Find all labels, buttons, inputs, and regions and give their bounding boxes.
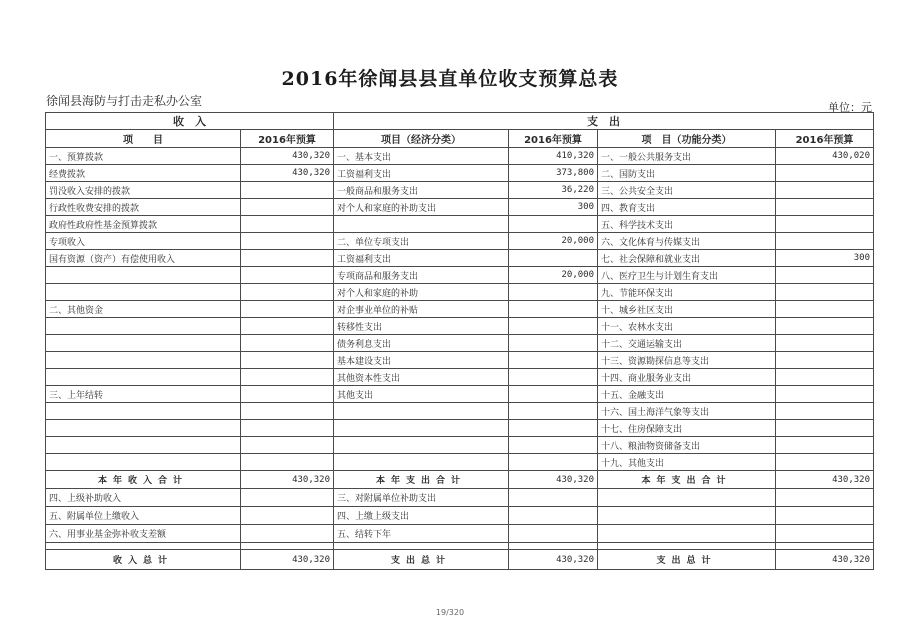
extra-row [46, 507, 874, 525]
table-row [46, 437, 874, 454]
table-row [46, 148, 874, 165]
functional-amount [776, 420, 874, 437]
income-amount: 430,320 [241, 165, 334, 182]
page-number: 19/320 [435, 608, 465, 617]
functional-amount [776, 318, 874, 335]
income-amount [241, 182, 334, 199]
func-grand-total-amount: 430,320 [776, 550, 874, 570]
functional-item: 五、科学技术支出 [598, 216, 776, 233]
extra-func-item [598, 525, 776, 543]
spacer-cell [598, 543, 776, 550]
table-row [46, 284, 874, 301]
income-amount: 430,320 [241, 148, 334, 165]
economic-amount [509, 369, 598, 386]
economic-amount: 410,320 [509, 148, 598, 165]
income-item [46, 335, 241, 352]
income-item: 一、预算拨款 [46, 148, 241, 165]
table-row [46, 403, 874, 420]
economic-item-header: 项目（经济分类） [334, 130, 509, 148]
spacer-cell [509, 543, 598, 550]
functional-amount: 430,020 [776, 148, 874, 165]
economic-item [334, 420, 509, 437]
income-item: 二、其他资金 [46, 301, 241, 318]
extra-income-item: 五、附属单位上缴收入 [46, 507, 241, 525]
income-item [46, 437, 241, 454]
economic-amount [509, 437, 598, 454]
section-header-row [46, 113, 874, 130]
income-amount [241, 403, 334, 420]
functional-amount [776, 369, 874, 386]
table-row [46, 420, 874, 437]
extra-exp-item: 三、对附属单位补助支出 [334, 489, 509, 507]
income-amount [241, 420, 334, 437]
income-grand-total-amount: 430,320 [241, 550, 334, 570]
economic-item: 基本建设支出 [334, 352, 509, 369]
income-grand-total-label: 收入总计 [46, 550, 241, 570]
extra-exp-amount [509, 489, 598, 507]
income-item: 三、上年结转 [46, 386, 241, 403]
table-row [46, 267, 874, 284]
economic-item: 对个人和家庭的补助 [334, 284, 509, 301]
economic-item: 一、基本支出 [334, 148, 509, 165]
exp-grand-total-label: 支出总计 [334, 550, 509, 570]
income-amount [241, 318, 334, 335]
functional-item: 十七、住房保障支出 [598, 420, 776, 437]
economic-item [334, 454, 509, 471]
spacer-cell [776, 543, 874, 550]
income-item: 专项收入 [46, 233, 241, 250]
income-amount [241, 386, 334, 403]
extra-func-item [598, 489, 776, 507]
economic-amount [509, 284, 598, 301]
budget-table [45, 112, 874, 570]
table-row [46, 386, 874, 403]
spacer-row [46, 543, 874, 550]
functional-item: 十六、国土海洋气象等支出 [598, 403, 776, 420]
functional-amount [776, 216, 874, 233]
functional-amount: 300 [776, 250, 874, 267]
extra-func-amount [776, 525, 874, 543]
functional-item: 十一、农林水支出 [598, 318, 776, 335]
economic-item: 工资福利支出 [334, 165, 509, 182]
income-amount [241, 369, 334, 386]
economic-amount [509, 318, 598, 335]
exp-year-total-amount: 430,320 [509, 471, 598, 489]
column-header-row [46, 130, 874, 148]
extra-exp-amount [509, 507, 598, 525]
income-section-header: 收 入 [46, 113, 334, 130]
functional-amount [776, 386, 874, 403]
income-item [46, 403, 241, 420]
table-row [46, 369, 874, 386]
functional-item: 八、医疗卫生与计划生育支出 [598, 267, 776, 284]
functional-item: 四、教育支出 [598, 199, 776, 216]
functional-item: 十三、资源勘探信息等支出 [598, 352, 776, 369]
extra-exp-amount [509, 525, 598, 543]
income-item [46, 267, 241, 284]
income-item: 国有资源（资产）有偿使用收入 [46, 250, 241, 267]
table-row [46, 199, 874, 216]
table-row [46, 335, 874, 352]
economic-amount [509, 403, 598, 420]
extra-func-item [598, 507, 776, 525]
economic-item: 工资福利支出 [334, 250, 509, 267]
income-item: 行政性收费安排的拨款 [46, 199, 241, 216]
income-amount [241, 267, 334, 284]
income-amount [241, 454, 334, 471]
income-item [46, 420, 241, 437]
income-item [46, 318, 241, 335]
table-row [46, 216, 874, 233]
economic-amount: 300 [509, 199, 598, 216]
functional-amount [776, 182, 874, 199]
economic-amount: 36,220 [509, 182, 598, 199]
functional-item: 十九、其他支出 [598, 454, 776, 471]
functional-item: 九、节能环保支出 [598, 284, 776, 301]
extra-income-item: 四、上级补助收入 [46, 489, 241, 507]
economic-item: 其他支出 [334, 386, 509, 403]
functional-item: 三、公共安全支出 [598, 182, 776, 199]
expenditure-section-header: 支 出 [334, 113, 874, 130]
table-row [46, 233, 874, 250]
functional-item: 十、城乡社区支出 [598, 301, 776, 318]
grand-total-row [46, 550, 874, 570]
exp-year-total-label: 本年支出合计 [334, 471, 509, 489]
functional-item: 一、一般公共服务支出 [598, 148, 776, 165]
economic-amount [509, 420, 598, 437]
income-budget-header: 2016年预算 [241, 130, 334, 148]
table-row [46, 250, 874, 267]
extra-income-amount [241, 525, 334, 543]
functional-amount [776, 199, 874, 216]
economic-amount [509, 352, 598, 369]
economic-budget-header: 2016年预算 [509, 130, 598, 148]
year-total-row [46, 471, 874, 489]
document-title: 2016年徐闻县县直单位收支预算总表 [281, 68, 619, 90]
economic-item: 一般商品和服务支出 [334, 182, 509, 199]
extra-func-amount [776, 489, 874, 507]
budget-table-body [46, 113, 874, 570]
economic-item: 二、单位专项支出 [334, 233, 509, 250]
income-amount [241, 284, 334, 301]
functional-budget-header: 2016年预算 [776, 130, 874, 148]
extra-income-item: 六、用事业基金弥补收支差额 [46, 525, 241, 543]
economic-amount: 373,800 [509, 165, 598, 182]
income-item: 政府性政府性基金预算拨款 [46, 216, 241, 233]
functional-amount [776, 165, 874, 182]
functional-item: 十八、粮油物资储备支出 [598, 437, 776, 454]
economic-amount [509, 454, 598, 471]
functional-item: 七、社会保障和就业支出 [598, 250, 776, 267]
functional-amount [776, 403, 874, 420]
income-amount [241, 335, 334, 352]
income-item: 经费拨款 [46, 165, 241, 182]
functional-item-header: 项 目（功能分类） [598, 130, 776, 148]
extra-income-amount [241, 489, 334, 507]
unit-label: 单位：元 [828, 101, 872, 114]
functional-amount [776, 233, 874, 250]
functional-amount [776, 284, 874, 301]
economic-amount: 20,000 [509, 233, 598, 250]
economic-item: 对个人和家庭的补助支出 [334, 199, 509, 216]
income-amount [241, 301, 334, 318]
organization-name: 徐闻县海防与打击走私办公室 [46, 94, 203, 108]
extra-func-amount [776, 507, 874, 525]
func-year-total-label: 本年支出合计 [598, 471, 776, 489]
table-row [46, 454, 874, 471]
economic-item: 专项商品和服务支出 [334, 267, 509, 284]
functional-amount [776, 267, 874, 284]
functional-item: 十四、商业服务业支出 [598, 369, 776, 386]
functional-item: 十五、金融支出 [598, 386, 776, 403]
economic-amount [509, 386, 598, 403]
extra-row [46, 489, 874, 507]
income-item [46, 284, 241, 301]
income-item [46, 454, 241, 471]
income-amount [241, 352, 334, 369]
income-amount [241, 199, 334, 216]
functional-item: 十二、交通运输支出 [598, 335, 776, 352]
spacer-cell [334, 543, 509, 550]
extra-income-amount [241, 507, 334, 525]
extra-exp-item: 四、上缴上级支出 [334, 507, 509, 525]
spacer-cell [241, 543, 334, 550]
economic-item: 债务利息支出 [334, 335, 509, 352]
functional-amount [776, 352, 874, 369]
functional-amount [776, 437, 874, 454]
table-row [46, 165, 874, 182]
func-year-total-amount: 430,320 [776, 471, 874, 489]
income-item-header: 项 目 [46, 130, 241, 148]
economic-amount [509, 216, 598, 233]
income-year-total-amount: 430,320 [241, 471, 334, 489]
economic-item: 对企事业单位的补贴 [334, 301, 509, 318]
functional-item: 六、文化体育与传媒支出 [598, 233, 776, 250]
table-row [46, 182, 874, 199]
functional-item: 二、国防支出 [598, 165, 776, 182]
economic-amount [509, 335, 598, 352]
economic-amount: 20,000 [509, 267, 598, 284]
economic-amount [509, 301, 598, 318]
table-row [46, 318, 874, 335]
functional-amount [776, 454, 874, 471]
income-amount [241, 250, 334, 267]
table-row [46, 301, 874, 318]
extra-row [46, 525, 874, 543]
income-year-total-label: 本年收入合计 [46, 471, 241, 489]
economic-item [334, 403, 509, 420]
economic-item: 其他资本性支出 [334, 369, 509, 386]
economic-item [334, 437, 509, 454]
extra-exp-item: 五、结转下年 [334, 525, 509, 543]
functional-amount [776, 301, 874, 318]
spacer-cell [46, 543, 241, 550]
economic-item [334, 216, 509, 233]
income-item: 罚没收入安排的拨款 [46, 182, 241, 199]
income-amount [241, 233, 334, 250]
income-item [46, 352, 241, 369]
income-amount [241, 216, 334, 233]
table-row [46, 352, 874, 369]
income-amount [241, 437, 334, 454]
economic-item: 转移性支出 [334, 318, 509, 335]
income-item [46, 369, 241, 386]
exp-grand-total-amount: 430,320 [509, 550, 598, 570]
functional-amount [776, 335, 874, 352]
economic-amount [509, 250, 598, 267]
func-grand-total-label: 支出总计 [598, 550, 776, 570]
